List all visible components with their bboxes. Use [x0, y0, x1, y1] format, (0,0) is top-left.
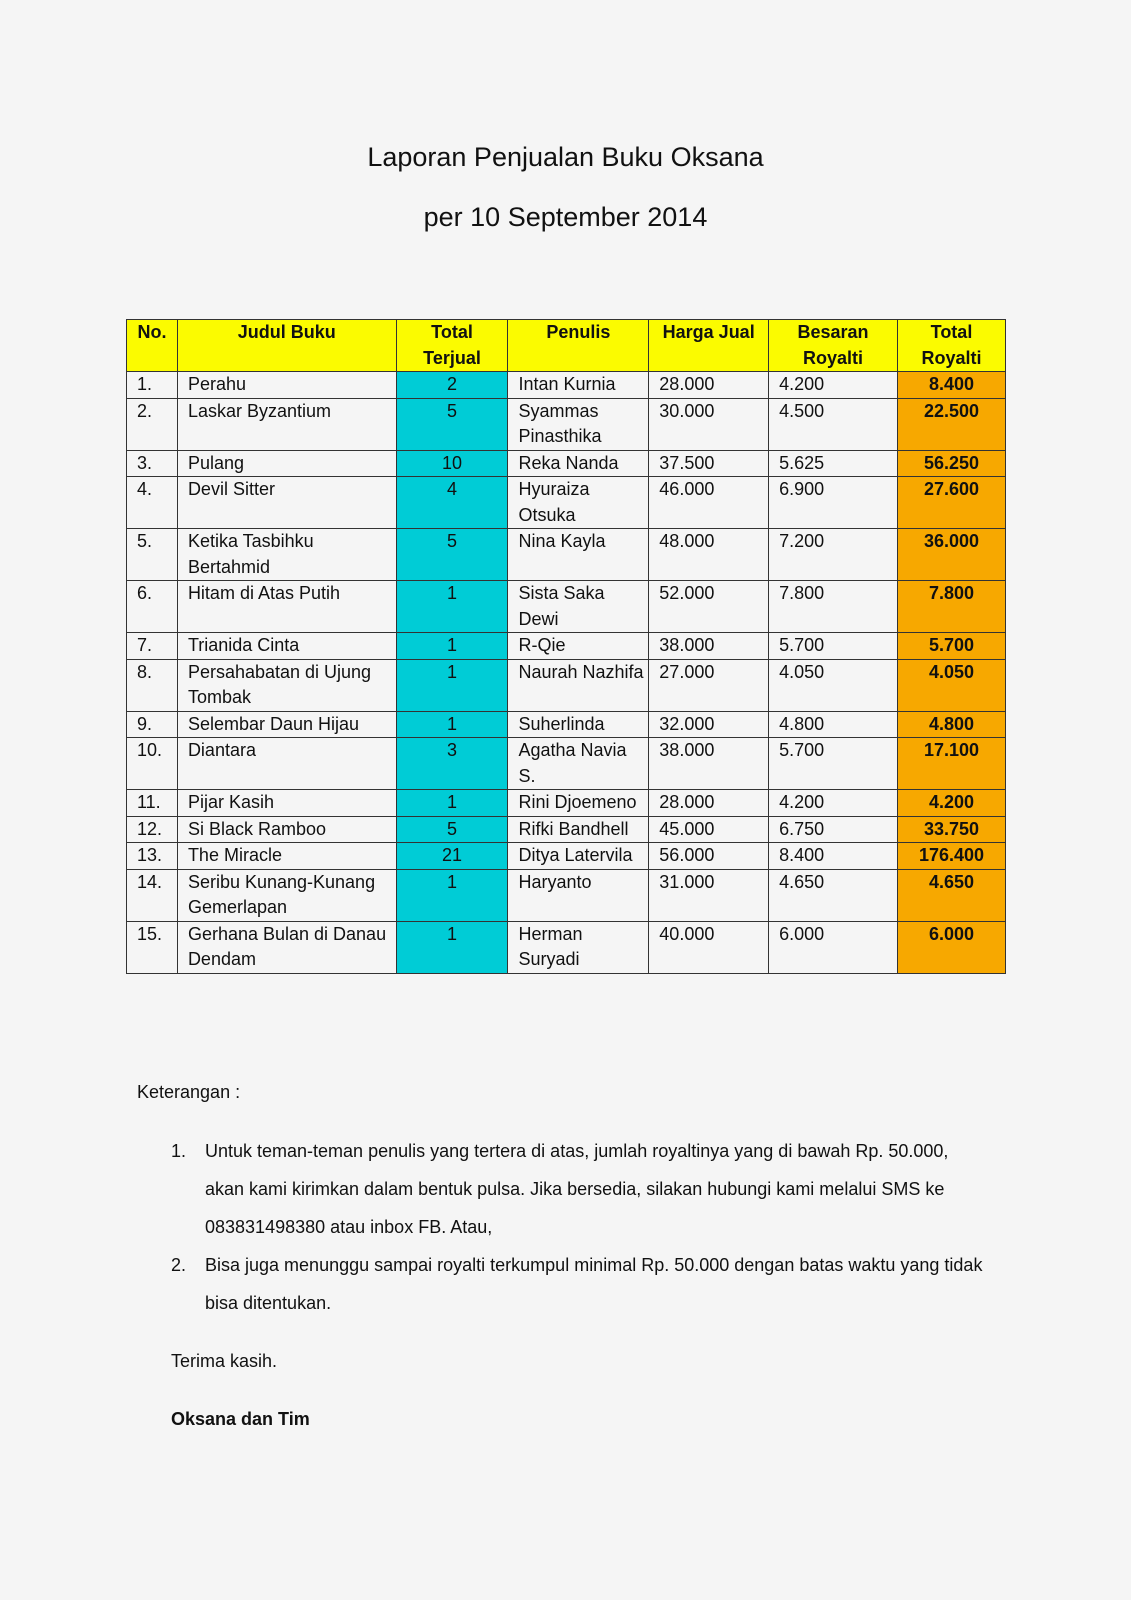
thanks-text: Terima kasih. [171, 1351, 278, 1371]
cell-besaran: 5.700 [769, 633, 898, 660]
cell-besaran: 4.650 [769, 869, 898, 921]
cell-total-royalti: 7.800 [897, 581, 1005, 633]
cell-no: 2. [127, 398, 178, 450]
report-date: per 10 September 2014 [423, 202, 708, 232]
cell-terjual: 1 [396, 581, 508, 633]
cell-harga: 40.000 [649, 921, 769, 973]
cell-total-royalti: 36.000 [897, 529, 1005, 581]
cell-harga: 32.000 [649, 711, 769, 738]
cell-harga: 46.000 [649, 477, 769, 529]
cell-terjual: 1 [396, 659, 508, 711]
cell-terjual: 10 [396, 450, 508, 477]
cell-no: 10. [127, 738, 178, 790]
table-row [127, 659, 1006, 711]
cell-besaran: 5.625 [769, 450, 898, 477]
cell-penulis: Nina Kayla [508, 529, 649, 581]
cell-total-royalti: 56.250 [897, 450, 1005, 477]
cell-judul: Perahu [177, 372, 396, 399]
header-judul: Judul Buku [177, 320, 396, 372]
cell-no: 3. [127, 450, 178, 477]
cell-penulis: Naurah Nazhifa [508, 659, 649, 711]
cell-penulis: Herman Suryadi [508, 921, 649, 973]
cell-terjual: 5 [396, 398, 508, 450]
cell-besaran: 4.050 [769, 659, 898, 711]
cell-judul: Gerhana Bulan di Danau Dendam [177, 921, 396, 973]
cell-no: 11. [127, 790, 178, 817]
cell-no: 1. [127, 372, 178, 399]
cell-no: 15. [127, 921, 178, 973]
table-row [127, 633, 1006, 660]
cell-terjual: 1 [396, 711, 508, 738]
cell-penulis: R-Qie [508, 633, 649, 660]
note-text: Untuk teman-teman penulis yang tertera di atas, jumlah royaltinya yang di bawah Rp. 50.000, akan kami kirimkan dalam bentuk pulsa. Jika bersedia, silakan hubungi kami melalui SMS ke 083831498380 atau inbox FB. Atau, [205, 1141, 949, 1237]
cell-besaran: 5.700 [769, 738, 898, 790]
cell-no: 4. [127, 477, 178, 529]
cell-penulis: Sista Saka Dewi [508, 581, 649, 633]
cell-judul: Pijar Kasih [177, 790, 396, 817]
cell-harga: 45.000 [649, 816, 769, 843]
note-number: 1. [171, 1141, 187, 1161]
cell-total-royalti: 8.400 [897, 372, 1005, 399]
cell-total-royalti: 6.000 [897, 921, 1005, 973]
table-row [127, 450, 1006, 477]
cell-penulis: Rini Djoemeno [508, 790, 649, 817]
cell-harga: 30.000 [649, 398, 769, 450]
cell-penulis: Reka Nanda [508, 450, 649, 477]
cell-total-royalti: 27.600 [897, 477, 1005, 529]
cell-harga: 37.500 [649, 450, 769, 477]
cell-harga: 38.000 [649, 738, 769, 790]
cell-penulis: Rifki Bandhell [508, 816, 649, 843]
table-row [127, 711, 1006, 738]
cell-penulis: Hyuraiza Otsuka [508, 477, 649, 529]
cell-judul: Seribu Kunang-Kunang Gemerlapan [177, 869, 396, 921]
cell-judul: Laskar Byzantium [177, 398, 396, 450]
table-row [127, 581, 1006, 633]
cell-terjual: 1 [396, 921, 508, 973]
cell-terjual: 1 [396, 790, 508, 817]
cell-besaran: 4.800 [769, 711, 898, 738]
cell-total-royalti: 4.650 [897, 869, 1005, 921]
table-row [127, 869, 1006, 921]
cell-harga: 56.000 [649, 843, 769, 870]
table-row [127, 843, 1006, 870]
notes-label: Keterangan : [137, 1082, 241, 1102]
cell-total-royalti: 22.500 [897, 398, 1005, 450]
header-penulis: Penulis [508, 320, 649, 372]
cell-total-royalti: 5.700 [897, 633, 1005, 660]
cell-judul: The Miracle [177, 843, 396, 870]
cell-no: 12. [127, 816, 178, 843]
notes-list [171, 1132, 991, 1322]
signature: Oksana dan Tim [171, 1409, 310, 1429]
table-row [127, 398, 1006, 450]
cell-no: 5. [127, 529, 178, 581]
cell-harga: 27.000 [649, 659, 769, 711]
table-header-row [127, 320, 1006, 372]
cell-terjual: 1 [396, 869, 508, 921]
cell-total-royalti: 176.400 [897, 843, 1005, 870]
cell-penulis: Syammas Pinasthika [508, 398, 649, 450]
cell-judul: Pulang [177, 450, 396, 477]
note-item [171, 1132, 991, 1246]
header-no: No. [127, 320, 178, 372]
cell-no: 14. [127, 869, 178, 921]
cell-terjual: 1 [396, 633, 508, 660]
cell-judul: Si Black Ramboo [177, 816, 396, 843]
cell-judul: Ketika Tasbihku Bertahmid [177, 529, 396, 581]
cell-judul: Devil Sitter [177, 477, 396, 529]
cell-besaran: 8.400 [769, 843, 898, 870]
table-row [127, 921, 1006, 973]
header-total-royalti: Total Royalti [897, 320, 1005, 372]
cell-terjual: 2 [396, 372, 508, 399]
cell-penulis: Haryanto [508, 869, 649, 921]
table-row [127, 372, 1006, 399]
cell-total-royalti: 4.200 [897, 790, 1005, 817]
cell-besaran: 7.800 [769, 581, 898, 633]
cell-penulis: Ditya Latervila [508, 843, 649, 870]
cell-penulis: Intan Kurnia [508, 372, 649, 399]
cell-besaran: 7.200 [769, 529, 898, 581]
cell-terjual: 21 [396, 843, 508, 870]
cell-judul: Trianida Cinta [177, 633, 396, 660]
cell-judul: Selembar Daun Hijau [177, 711, 396, 738]
note-item [171, 1246, 991, 1322]
cell-no: 9. [127, 711, 178, 738]
cell-judul: Hitam di Atas Putih [177, 581, 396, 633]
cell-harga: 28.000 [649, 790, 769, 817]
cell-total-royalti: 4.800 [897, 711, 1005, 738]
note-number: 2. [171, 1255, 187, 1275]
cell-terjual: 5 [396, 816, 508, 843]
cell-total-royalti: 4.050 [897, 659, 1005, 711]
table-row [127, 477, 1006, 529]
header-terjual: Total Terjual [396, 320, 508, 372]
cell-harga: 31.000 [649, 869, 769, 921]
cell-total-royalti: 17.100 [897, 738, 1005, 790]
cell-terjual: 4 [396, 477, 508, 529]
cell-besaran: 4.500 [769, 398, 898, 450]
cell-besaran: 6.000 [769, 921, 898, 973]
cell-judul: Persahabatan di Ujung Tombak [177, 659, 396, 711]
cell-harga: 28.000 [649, 372, 769, 399]
cell-penulis: Suherlinda [508, 711, 649, 738]
cell-besaran: 6.750 [769, 816, 898, 843]
cell-no: 6. [127, 581, 178, 633]
header-harga: Harga Jual [649, 320, 769, 372]
table-row [127, 529, 1006, 581]
sales-table [126, 319, 1006, 974]
cell-penulis: Agatha Navia S. [508, 738, 649, 790]
table-row [127, 816, 1006, 843]
cell-terjual: 3 [396, 738, 508, 790]
cell-no: 8. [127, 659, 178, 711]
table-row [127, 790, 1006, 817]
cell-total-royalti: 33.750 [897, 816, 1005, 843]
cell-no: 7. [127, 633, 178, 660]
cell-terjual: 5 [396, 529, 508, 581]
note-text: Bisa juga menunggu sampai royalti terkumpul minimal Rp. 50.000 dengan batas waktu yang tidak bisa ditentukan. [205, 1255, 983, 1313]
cell-no: 13. [127, 843, 178, 870]
cell-harga: 48.000 [649, 529, 769, 581]
cell-harga: 38.000 [649, 633, 769, 660]
cell-judul: Diantara [177, 738, 396, 790]
cell-besaran: 6.900 [769, 477, 898, 529]
table-row [127, 738, 1006, 790]
header-besaran: Besaran Royalti [769, 320, 898, 372]
report-title: Laporan Penjualan Buku Oksana [367, 142, 764, 172]
cell-besaran: 4.200 [769, 790, 898, 817]
cell-harga: 52.000 [649, 581, 769, 633]
cell-besaran: 4.200 [769, 372, 898, 399]
